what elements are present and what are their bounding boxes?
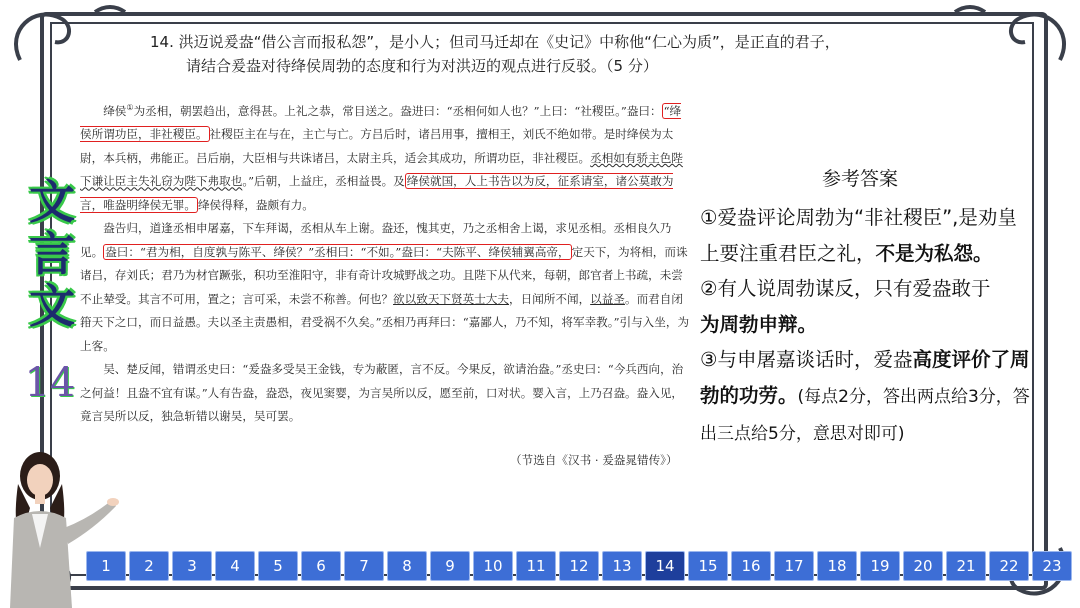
passage-paragraph-2 [80,217,692,358]
section-number: 14 [24,360,76,406]
page-navigation [86,551,1072,581]
answer-key: 为周勃申辩。 [700,312,818,336]
page-button-14[interactable]: 14 [645,551,685,581]
passage-text: 。而君自闭箝天下之口，而日益愚。夫以圣主责愚相，君受祸不久矣。”丞相乃再拜曰：“嘉鄙人，乃不知，将军幸教。”引与入坐，为上客。 [80,291,690,353]
answer-text: ①爱盎评论周勃为“非社稷臣”,是劝皇上要注重君臣之礼， [700,206,1017,265]
underlined-text: 欲以致天下贤英士大夫 [393,291,509,306]
question-line-1: 14. 洪迈说爰盎“借公言而报私怨”，是小人；但司马迁却在《史记》中称他“仁心为质”，是正直的君子， [150,33,840,51]
answer-point-2 [700,271,1030,342]
presenter-illustration [0,448,120,608]
footnote-marker: ① [126,103,134,112]
passage-paragraph-1 [80,96,692,217]
passage-source: （节选自《汉书 · 爰盎晁错传》） [510,453,678,467]
answer-text: ③与申屠嘉谈话时，爱盎 [700,348,913,371]
answer-text: ②有人说周勃谋反，只有爱盎敢于 [700,277,991,300]
question-text [150,30,950,78]
page-button-1[interactable]: 1 [86,551,126,581]
underlined-text: 以益圣 [590,291,625,306]
passage-paragraph-3: 吴、楚反闻，错谓丞史曰：“爰盎多受吴王金钱，专为蔽匿，言不反。今果反，欲请治盎。”丞史曰：“今兵西向，治之何益！且盎不宜有谋。”人有告盎，盎恐，夜见窦婴，为言吴所以反，愿至前，口对状。婴入言，上乃召盎。盎入见，竟言吴所以反，独急斩错以谢吴，吴可罢。 [80,362,684,424]
answer-key: 高度评价了周勃的功劳。 [700,348,1030,407]
classical-passage [80,96,692,429]
page-button-20[interactable]: 20 [903,551,943,581]
page-button-12[interactable]: 12 [559,551,599,581]
section-title-char-2: 言 [29,227,75,281]
page-button-2[interactable]: 2 [129,551,169,581]
answer-point-1 [700,200,1030,271]
page-button-6[interactable]: 6 [301,551,341,581]
page-button-3[interactable]: 3 [172,551,212,581]
passage-text: 盎告归，道逢丞相申屠嘉，下车拜谒，丞相从车上谢。盎还，愧其吏，乃之丞相舍上谒，求见丞相。丞相良久乃见。 [80,221,672,259]
page-button-23[interactable]: 23 [1032,551,1072,581]
wavy-underline-text: 丞相如有骄主色陛下谦让臣主失礼窃为陛下弗取也 [80,150,683,189]
answer-key: 不是为私怨。 [875,241,993,265]
section-title-char-1: 文 [29,175,75,229]
page-button-10[interactable]: 10 [473,551,513,581]
page-button-18[interactable]: 18 [817,551,857,581]
section-title [22,176,82,332]
page-button-17[interactable]: 17 [774,551,814,581]
answer-body [700,200,1030,453]
answer-heading: 参考答案 [822,168,899,190]
section-title-char-3: 文 [29,279,75,333]
page-button-11[interactable]: 11 [516,551,556,581]
page-button-8[interactable]: 8 [387,551,427,581]
scoring-note: (每点2分，答出两点给3分，答出三点给5分，意思对即可) [700,386,1030,444]
passage-text: 绛侯得释，盎颇有力。 [197,197,314,212]
page-button-15[interactable]: 15 [688,551,728,581]
page-button-5[interactable]: 5 [258,551,298,581]
passage-text: 为丞相，朝罢趋出，意得甚。上礼之恭，常目送之。盎进曰：“丞相何如人也？”上曰：“社稷臣。”盎曰： [133,103,662,118]
question-line-2: 请结合爰盎对待绛侯周勃的态度和行为对洪迈的观点进行反驳。（5 分） [186,57,658,75]
highlight-box: “绛侯所谓功臣，非社稷臣。 [80,103,682,142]
page-button-7[interactable]: 7 [344,551,384,581]
page-button-21[interactable]: 21 [946,551,986,581]
passage-text: 。”后朝，上益庄，丞相益畏。及 [242,174,405,189]
page-button-13[interactable]: 13 [602,551,642,581]
answer-point-3 [700,342,1030,453]
highlight-box: 绛侯就国，人上书告以为反，征系请室，诸公莫敢为言，唯盎明绛侯无罪。 [80,174,674,212]
page-button-9[interactable]: 9 [430,551,470,581]
passage-text: ，日闻所不闻， [509,291,591,306]
page-button-19[interactable]: 19 [860,551,900,581]
passage-text: 绛侯 [103,103,127,118]
page-button-16[interactable]: 16 [731,551,771,581]
page-button-4[interactable]: 4 [215,551,255,581]
passage-text: 定天下，为将相，而诛诸吕，存刘氏；君乃为材官蹶张，积功至淮阳守，非有奇计攻城野战之功。且陛下从代来，每朝，郎官者上书疏，未尝不止辇受。其言不可用，置之；言可采，未尝不称善。何也？ [80,244,688,306]
page-button-22[interactable]: 22 [989,551,1029,581]
passage-text: 社稷臣主在与在，主亡与亡。方吕后时，诸吕用事，擅相王，刘氏不绝如带。是时绛侯为太尉，本兵柄，弗能正。吕后崩，大臣相与共诛诸吕，太尉主兵，适会其成功，所谓功臣，非社稷臣。 [80,127,674,165]
highlight-box: 盎曰：“君为相，自度孰与陈平、绛侯？”丞相曰：“不如。”盎曰：“夫陈平、绛侯辅翼高帝， [105,244,570,259]
